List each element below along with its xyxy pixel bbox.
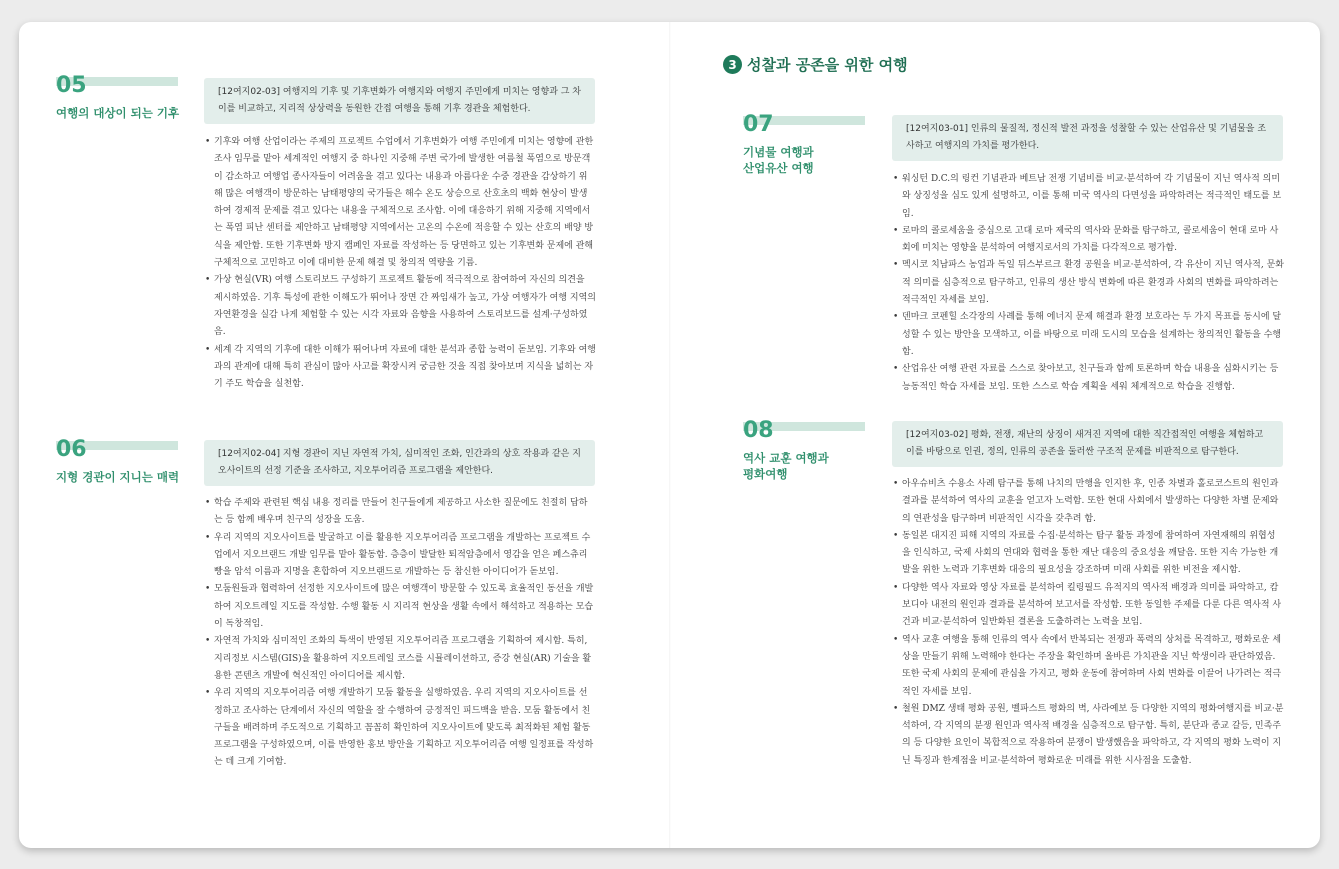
list-item: • 철원 DMZ 생태 평화 공원, 벨파스트 평화의 벽, 사라예보 등 다양한 지역의 평화여행지를 비교·분석하여, 각 지역의 분쟁 원인과 역사적 배경을 심층적으로 탐구함. 특히, 분단과 종교 갈등, 민족주의 등 다양한 요인이 복합적으로 작용하여 분쟁이 발생했음을 파악하고, 각 지역의 평화 노력이 지닌 특징과 한계점을 비교·분석하여 평화로운 미래를 위한 시사점을 도출함. bbox=[893, 701, 1284, 770]
section-number: 05 bbox=[56, 73, 87, 98]
section-number-badge bbox=[743, 112, 865, 138]
page-fold bbox=[669, 22, 671, 848]
list-item: • 아우슈비츠 수용소 사례 탐구를 통해 나치의 만행을 인지한 후, 인종 차별과 홀로코스트의 원인과 결과를 분석하여 역사의 교훈을 얻고자 노력함. 또한 현대 사회에서 발생하는 다양한 차별 문제와의 연관성을 탐구하며 비판적인 시각을 갖추려 함. bbox=[893, 476, 1284, 528]
list-item: • 산업유산 여행 관련 자료를 스스로 찾아보고, 친구들과 함께 토론하며 학습 내용을 심화시키는 등 능동적인 학습 자세를 보임. 또한 스스로 학습 계획을 세워 체계적으로 학습을 진행함. bbox=[893, 361, 1284, 396]
chapter-heading bbox=[723, 54, 908, 75]
section-05-bullets bbox=[205, 134, 596, 393]
section-number-badge bbox=[56, 73, 178, 99]
chapter-title: 성찰과 공존을 위한 여행 bbox=[747, 56, 908, 74]
list-item: • 학습 주제와 관련된 핵심 내용 정리를 만들어 친구들에게 제공하고 사소한 질문에도 친절히 답하는 등 함께 배우며 친구의 성장을 도움. bbox=[205, 495, 596, 530]
achievement-standard-box: [12여지03-01] 인류의 물질적, 정신적 발전 과정을 성찰할 수 있는 산업유산 및 기념물을 조사하고 여행지의 가치를 평가한다. bbox=[892, 115, 1283, 161]
list-item: • 기후와 여행 산업이라는 주제의 프로젝트 수업에서 기후변화가 여행 주민에게 미치는 영향에 관한 조사 임무를 맡아 세계적인 여행지 중 하나인 지중해 주변 국가에 발생한 여름철 폭염으로 방문객이 감소하고 여행업 종사자들이 어려움을 겪고 있다는 내용과 아름다운 수중 경관을 감상하기 위해 많은 여행객이 방문하는 남태평양의 국가들은 해수 온도 상승으로 산호초의 백화 현상이 발생하여 경제적 문제를 겪고 있다는 내용을 구체적으로 조사함. 이에 대응하기 위해 지중해 지역에서는 폭염 피난 센터를 제안하고 남태평양 지역에서는 고온의 수온에 적응할 수 있는 산호의 배양 방식을 제안함. 또한 기후변화 방지 캠페인 자료를 작성하는 등 당면하고 있는 기후변화 문제에 관해 구체적으로 고민하고 이에 대비한 문제 해결 및 창의적 역량을 기름. bbox=[205, 134, 596, 272]
list-item: • 멕시코 치남파스 농업과 독일 뒤스부르크 환경 공원을 비교·분석하여, 각 유산이 지닌 역사적, 문화적 의미를 심층적으로 탐구하고, 인류의 생산 방식 변화에 따른 환경과 사회의 변화를 파악하려는 적극적인 자세를 보임. bbox=[893, 257, 1284, 309]
section-08-header bbox=[743, 418, 865, 482]
section-title-line1: 역사 교훈 여행과 bbox=[743, 451, 829, 465]
list-item: • 다양한 역사 자료와 영상 자료를 분석하여 킬링필드 유적지의 역사적 배경과 의미를 파악하고, 캄보디아 내전의 원인과 결과를 분석하여 보고서를 작성함. 또한 동일한 주제를 다룬 다른 역사적 사건과 비교·분석하여 일반화된 결론을 도출하려는 노력을 보임. bbox=[893, 580, 1284, 632]
list-item: • 동일본 대지진 피해 지역의 자료를 수집·분석하는 탐구 활동 과정에 참여하여 자연재해의 위협성을 인식하고, 국제 사회의 연대와 협력을 통한 재난 대응의 중요성을 깨달음. 또한 지속 가능한 개발을 위한 노력과 기후변화 대응의 필요성을 강조하며 미래 사회를 위한 비전을 제시함. bbox=[893, 528, 1284, 580]
section-06-header bbox=[56, 437, 180, 485]
list-item: • 로마의 콜로세움을 중심으로 고대 로마 제국의 역사와 문화를 탐구하고, 콜로세움이 현대 로마 사회에 미치는 영향을 분석하여 여행지로서의 가치를 다각적으로 평가함. bbox=[893, 223, 1284, 258]
chapter-number: 3 bbox=[723, 55, 742, 74]
section-number: 08 bbox=[743, 418, 774, 443]
list-item: • 세계 각 지역의 기후에 대한 이해가 뛰어나며 자료에 대한 분석과 종합 능력이 돋보임. 기후와 여행과의 관계에 대해 특히 관심이 많아 사고를 확장시켜 궁금한 것을 직접 찾아보며 지식을 넓히는 자기 주도 학습을 실천함. bbox=[205, 342, 596, 394]
section-title: 여행의 대상이 되는 기후 bbox=[56, 106, 180, 120]
list-item: • 우리 지역의 지오투어리즘 여행 개발하기 모둠 활동을 실행하였음. 우리 지역의 지오사이트를 선정하고 조사하는 단계에서 자신의 역할을 잘 수행하여 긍정적인 피드백을 받음. 모둠 활동에서 친구들을 배려하며 주도적으로 기획하고 꼼꼼히 확인하여 지오사이트에 맞도록 최적화된 체험 활동 프로그램을 구성하였으며, 이를 반영한 홍보 방안을 기획하고 지오투어리즘 여행 일정표를 작성하는 데 크게 기여함. bbox=[205, 685, 596, 771]
section-number: 07 bbox=[743, 112, 774, 137]
achievement-standard-box: [12여지02-03] 여행지의 기후 및 기후변화가 여행지와 여행지 주민에게 미치는 영향과 그 차이를 비교하고, 지리적 상상력을 동원한 간접 여행을 통해 기후 경관을 체험한다. bbox=[204, 78, 595, 124]
section-07-bullets bbox=[893, 171, 1284, 396]
list-item: • 모둠원들과 협력하여 선정한 지오사이트에 많은 여행객이 방문할 수 있도록 효율적인 동선을 개발하여 지오트레일 지도를 작성함. 수행 활동 시 지리적 현상을 생활 속에서 해석하고 적용하는 모습이 독창적임. bbox=[205, 581, 596, 633]
section-08-bullets bbox=[893, 476, 1284, 770]
section-title-line2: 산업유산 여행 bbox=[743, 161, 814, 175]
section-title-line2: 평화여행 bbox=[743, 467, 788, 481]
list-item: • 역사 교훈 여행을 통해 인류의 역사 속에서 반복되는 전쟁과 폭력의 상처를 목격하고, 평화로운 세상을 만들기 위해 노력해야 한다는 주장을 확인하며 올바른 가치관을 지닌 학생이라 판단하였음. 또한 국제 사회의 문제에 관심을 가지고, 평화 운동에 참여하며 사회 변화를 이끌어 나가려는 적극적인 자세를 보임. bbox=[893, 632, 1284, 701]
achievement-standard-box: [12여지02-04] 지형 경관이 지닌 자연적 가치, 심미적인 조화, 인간과의 상호 작용과 같은 지오사이트의 선정 기준을 조사하고, 지오투어리즘 프로그램을 제안한다. bbox=[204, 440, 595, 486]
section-number: 06 bbox=[56, 437, 87, 462]
list-item: • 덴마크 코펜힐 소각장의 사례를 통해 에너지 문제 해결과 환경 보호라는 두 가지 목표를 동시에 달성할 수 있는 방안을 모색하고, 이를 바탕으로 미래 도시의 모습을 설계하는 창의적인 활동을 수행함. bbox=[893, 309, 1284, 361]
list-item: • 워싱턴 D.C.의 링컨 기념관과 베트남 전쟁 기념비를 비교·분석하여 각 기념물이 지닌 역사적 의미와 상징성을 심도 있게 설명하고, 이를 통해 미국 역사의 다면성을 파악하려는 적극적인 태도를 보임. bbox=[893, 171, 1284, 223]
list-item: • 우리 지역의 지오사이트를 발굴하고 이를 활용한 지오투어리즘 프로그램을 개발하는 프로젝트 수업에서 지오브랜드 개발 임무를 맡아 활동함. 층층이 발달한 퇴적암층에서 영감을 얻은 페스츄리 빵을 암석 이름과 지명을 혼합하여 지오브랜드로 개발하는 등 참신한 아이디어가 돋보임. bbox=[205, 530, 596, 582]
section-07-header bbox=[743, 112, 865, 176]
section-title: 지형 경관이 지니는 매력 bbox=[56, 470, 180, 484]
section-number-badge bbox=[56, 437, 178, 463]
list-item: • 가상 현실(VR) 여행 스토리보드 구성하기 프로젝트 활동에 적극적으로 참여하여 자신의 의견을 제시하였음. 기후 특성에 관한 이해도가 뛰어나 장면 간 짜임새가 높고, 가상 여행자가 여행 지역의 자연환경을 실감 나게 체험할 수 있는 시각 자료와 음향을 사용하여 스토리보드를 설계·구성하였음. bbox=[205, 272, 596, 341]
section-06-bullets bbox=[205, 495, 596, 772]
section-number-badge bbox=[743, 418, 865, 444]
section-title-line1: 기념물 여행과 bbox=[743, 145, 814, 159]
list-item: • 자연적 가치와 심미적인 조화의 특색이 반영된 지오투어리즘 프로그램을 기획하여 제시함. 특히, 지리정보 시스템(GIS)을 활용하여 지오트레일 코스를 시뮬레이션하고, 증강 현실(AR) 기술을 활용한 콘텐츠 개발에 혁신적인 아이디어를 제시함. bbox=[205, 633, 596, 685]
section-05-header bbox=[56, 73, 180, 121]
achievement-standard-box: [12여지03-02] 평화, 전쟁, 재난의 상징이 새겨진 지역에 대한 직간접적인 여행을 체험하고 이를 바탕으로 인권, 정의, 인류의 공존을 둘러싼 구조적 문제를 비판적으로 탐구한다. bbox=[892, 421, 1283, 467]
